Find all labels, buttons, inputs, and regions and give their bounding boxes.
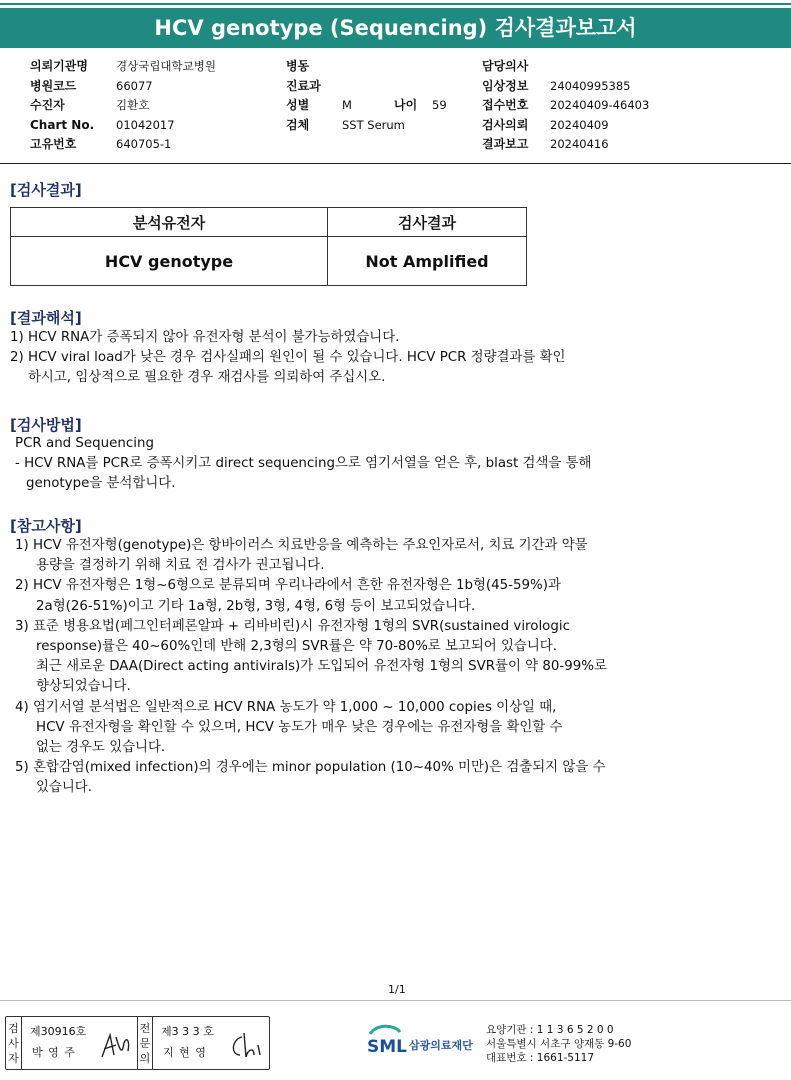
column-header-result: 검사결과 (328, 208, 527, 237)
info-value: 20240416 (550, 137, 609, 151)
info-label: 결과보고 (482, 137, 529, 151)
info-label: 고유번호 (30, 137, 77, 151)
org-info (486, 1023, 631, 1065)
org-code: 요양기관 : 1 1 3 6 5 2 0 0 (486, 1024, 614, 1036)
results-table (10, 207, 527, 286)
text-line: 4) 염기서열 분석법은 일반적으로 HCV RNA 농도가 약 1,000 ~ 10,000 copies 이상일 때, (15, 699, 557, 715)
text-line: HCV 유전자형을 확인할 수 있으며, HCV 농도가 매우 낮은 경우에는 유전자형을 확인할 수 (36, 719, 563, 735)
method-section-title: [검사방법] (10, 416, 82, 434)
text-line: 2) HCV 유전자형은 1형~6형으로 분류되며 우리나라에서 흔한 유전자형은 1b형(45-59%)과 (15, 578, 561, 594)
text-line: 없는 경우도 있습니다. (36, 740, 166, 756)
info-column-1 (30, 57, 216, 155)
report-title: HCV genotype (Sequencing) 검사결과보고서 (0, 8, 791, 48)
info-label: 접수번호 (482, 98, 529, 112)
info-row (482, 135, 649, 155)
org-name: 삼광의료재단 (409, 1039, 473, 1052)
signature-box (5, 1016, 270, 1070)
info-row (286, 77, 447, 97)
info-label: 병동 (286, 59, 310, 73)
info-row (286, 57, 447, 77)
table-row (11, 237, 527, 286)
page-number: 1/1 (388, 983, 406, 996)
info-label: 임상정보 (482, 78, 529, 93)
text-line: response)률은 40~60%인데 반해 2,3형의 SVR률은 약 70-80%로 보고되어 있습니다. (36, 639, 557, 655)
text-line: 최근 새로운 DAA(Direct acting antivirals)가 도입되어 유전자형 1형의 SVR률이 약 80-99%로 (36, 659, 607, 675)
text-line: 용량을 결정하기 위해 치료 전 검사가 권고됩니다. (36, 558, 325, 574)
info-label: 병원코드 (30, 78, 77, 93)
logo-text: SML (367, 1037, 407, 1057)
interpretation-section-title: [결과해석] (10, 309, 82, 327)
info-value: 01042017 (116, 117, 175, 132)
info-value: M (342, 98, 352, 112)
info-label: 의뢰기관명 (30, 59, 88, 73)
interpretation-text (10, 328, 566, 389)
info-row (30, 77, 216, 97)
text-line: 1) HCV 유전자형(genotype)은 항바이러스 치료반응을 예측하는 주요인자로서, 치료 기간과 약물 (15, 538, 588, 553)
text-line: 1) HCV RNA가 증폭되지 않아 유전자형 분석이 불가능하였습니다. (10, 330, 400, 345)
column-header-gene: 분석유전자 (11, 208, 328, 237)
info-label: 나이 (394, 98, 418, 112)
notes-section-title: [참고사항] (10, 517, 82, 535)
text-line: 있습니다. (36, 780, 92, 796)
specialist-name: 지 현 영 (163, 1046, 207, 1059)
info-label: 검사의뢰 (482, 117, 529, 132)
info-value: 640705-1 (116, 137, 172, 151)
text-line: 3) 표준 병용요법(페그인터페론알파 + 리바비린)시 유전자형 1형의 SVR(sustained virologic (15, 618, 570, 634)
examiner-label: 검사자 (6, 1017, 22, 1069)
text-line: - HCV RNA를 PCR로 증폭시키고 direct sequencing으로 염기서열을 얻은 후, blast 검색을 통해 (15, 456, 592, 472)
org-phone: 대표번호 : 1661-5117 (486, 1052, 595, 1064)
text-line: PCR and Sequencing (15, 436, 154, 451)
info-label: 담당의사 (482, 59, 529, 73)
info-row (30, 135, 216, 155)
info-value: SST Serum (342, 117, 405, 132)
info-value: 66077 (116, 78, 153, 93)
examiner-signature (98, 1029, 134, 1063)
info-column-3 (482, 57, 649, 155)
info-divider (0, 163, 791, 164)
text-line: 향상되었습니다. (36, 679, 131, 695)
specialist-label: 전문의 (137, 1017, 153, 1069)
info-label: 검체 (286, 117, 310, 132)
info-row (30, 57, 216, 77)
footer-rule (0, 1000, 791, 1001)
info-value: 20240409 (550, 117, 609, 132)
info-row (30, 96, 216, 116)
text-line: genotype을 분석합니다. (26, 476, 176, 492)
text-line: 5) 혼합감염(mixed infection)의 경우에는 minor population (10~40% 미만)은 검출되지 않을 수 (15, 760, 606, 776)
examiner-id: 제30916호 (30, 1025, 87, 1038)
info-row (482, 96, 649, 116)
specialist-id: 제3 3 3 호 (161, 1025, 214, 1038)
info-row (286, 116, 447, 136)
info-value: 20240409-46403 (550, 98, 650, 112)
sml-logo (366, 1022, 484, 1066)
info-label: 수진자 (30, 98, 65, 112)
results-header-row (11, 208, 527, 237)
text-line: 2) HCV viral load가 낮은 경우 검사실패의 원인이 될 수 있습니다. HCV PCR 정량결과를 확인 (10, 350, 566, 366)
info-row (482, 77, 649, 97)
info-column-2 (286, 57, 447, 135)
examiner-name: 박 영 주 (32, 1046, 76, 1059)
header-top-rule (0, 3, 791, 5)
info-value: 24040995385 (550, 78, 631, 93)
gene-cell: HCV genotype (11, 237, 328, 286)
sml-logo-icon (366, 1022, 484, 1062)
info-row (482, 57, 649, 77)
info-label: 성별 (286, 98, 310, 112)
text-line: 2a형(26-51%)이고 기타 1a형, 2b형, 3형, 4형, 6형 등이 보고되었습니다. (36, 598, 476, 614)
info-value: 김환호 (116, 98, 150, 112)
result-cell: Not Amplified (328, 237, 527, 286)
method-text (15, 434, 591, 495)
info-label: Chart No. (30, 117, 95, 132)
info-row (482, 116, 649, 136)
specialist-signature (226, 1029, 266, 1063)
notes-text (15, 536, 607, 799)
info-row (286, 96, 447, 116)
results-section-title: [검사결과] (10, 181, 82, 199)
info-value: 59 (432, 98, 447, 112)
info-row (30, 116, 216, 136)
info-label: 진료과 (286, 78, 321, 93)
info-value: 경상국립대학교병원 (116, 59, 216, 73)
org-address: 서울특별시 서초구 양재동 9-60 (486, 1038, 632, 1050)
text-line: 하시고, 임상적으로 필요한 경우 재검사를 의뢰하여 주십시오. (28, 370, 386, 386)
